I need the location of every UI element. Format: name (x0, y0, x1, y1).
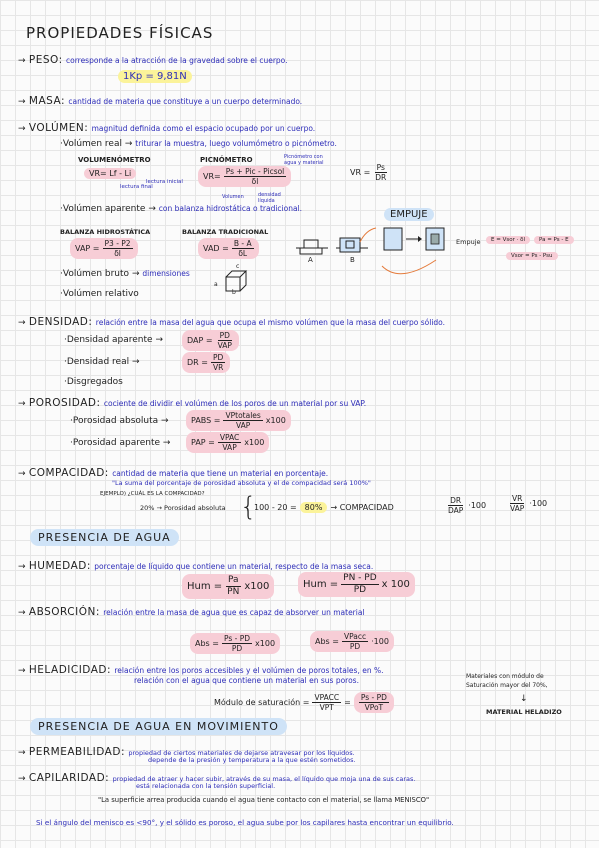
compacidad-quote: "La suma del porcentaje de porosidad absoluta y el de compacidad será 100%" (112, 479, 371, 487)
cube-a: a (214, 281, 218, 288)
absorcion-formula-1: Abs = $\frac{Ps - PD}{PD}$ x100 (190, 633, 280, 654)
volumen-term: VOLÚMEN: (28, 122, 89, 134)
cube-b: b (232, 289, 236, 296)
right-arrow-icon: → (18, 562, 26, 572)
humedad-formula-1: Hum = $\frac{Pa}{PN}$ x100 (182, 574, 274, 599)
cube-c: c (236, 263, 240, 270)
volumen-bruto-row: ·Volúmen bruto → dimensiones (60, 269, 190, 279)
empuje-formula-1: E = Vsor · δl (486, 236, 530, 244)
volumen-relativo: ·Volúmen relativo (60, 289, 139, 299)
compacidad-f1: $\frac{DR}{\text{DAP}}$ ·100 (448, 496, 487, 515)
right-arrow-icon: → (18, 469, 26, 479)
heladizo-note-1: Materiales con módulo de (466, 673, 544, 680)
right-arrow-icon: → (18, 774, 26, 784)
right-arrow-icon: → (18, 748, 26, 758)
section-title-presencia-movimiento: PRESENCIA DE AGUA EN MOVIMIENTO (30, 718, 287, 735)
porosidad-abs-row: ·Porosidad absoluta → (70, 416, 169, 426)
porosidad-term: POROSIDAD: (28, 397, 101, 409)
peso-row (18, 54, 288, 66)
densidad-real-formula: DR = $\frac{PD}{VR}$ (182, 352, 230, 373)
compacidad-calc: 100 - 20 = 80% → COMPACIDAD (254, 503, 394, 512)
vap-hidro-formula: VAP = $\frac{P3 - P2}{\delta l}$ (70, 238, 138, 259)
heladicidad-desc-1: relación entre los poros accesibles y el volúmen de poros totales, en %. (114, 666, 384, 675)
humedad-formula-2: Hum = $\frac{PN - PD}{PD}$ x 100 (298, 572, 415, 597)
vap-trad-formula: VAD = $\frac{B - A}{\delta L}$ (198, 238, 259, 259)
pic-note-2: Volumen (222, 194, 244, 200)
right-arrow-icon: → (124, 139, 133, 149)
down-arrow-icon: ↓ (520, 694, 528, 704)
pic-note-3: densidad líquida (258, 192, 281, 204)
permeabilidad-desc-1: propiedad de ciertos materiales de dejarse atravesar por los líquidos. (128, 749, 355, 757)
empuje-title: EMPUJE (384, 208, 434, 221)
capilaridad-desc-1: propiedad de atraer y hacer subir, através de su masa, el líquido que moja una de sus caras. (112, 775, 416, 783)
porosidad-desc: cociente de dividir el volúmen de los poros de un material por su VAP. (103, 399, 367, 408)
volumenometro-label: VOLUMENÓMETRO (78, 156, 151, 164)
volumen-real-row: ·Volúmen real → triturar la muestra, luego volumómetro o picnómetro. (60, 139, 337, 149)
masa-desc: cantidad de materia que constituye a un cuerpo determinado. (68, 97, 303, 106)
pic-note-1: Picnómetro con agua y material (284, 154, 324, 166)
empuje-word: Empuje (456, 238, 481, 246)
volumen-row (18, 122, 315, 134)
right-arrow-icon: → (18, 97, 26, 107)
densidad-real-row: ·Densidad real → (64, 357, 140, 367)
compacidad-term: COMPACIDAD: (28, 467, 109, 479)
humedad-term: HUMEDAD: (28, 560, 91, 572)
compacidad-f2: $\frac{VR}{\text{VAP}}$ ·100 (510, 494, 548, 513)
humedad-row (18, 560, 373, 572)
disgregados: ·Disgregados (64, 377, 123, 387)
compacidad-ejemplo-data: 20% → Porosidad absoluta (140, 504, 226, 512)
densidad-desc: relación entre la masa del agua que ocupa el mismo volúmen que la masa del cuerpo sólido. (95, 318, 446, 327)
scale-label-b: B (350, 256, 355, 264)
modulo-saturacion: Módulo de saturación = $\frac{\text{VPACC}}{\text{VPT}}$ = $\frac{Ps - PD}{\text{VPoT}}$ (214, 692, 394, 713)
empuje-formula-3: Vsor = Ps - Psu (506, 252, 558, 260)
absorcion-term: ABSORCIÓN: (28, 606, 100, 618)
capilaridad-term: CAPILARIDAD: (28, 772, 110, 784)
compacidad-row (18, 467, 328, 479)
menisco-quote: "La superficie arrea producida cuando el agua tiene contacto con el material, se llama MENISCO" (98, 796, 430, 804)
right-arrow-icon: → (18, 666, 26, 676)
vol-note-final: lectura final (120, 184, 153, 190)
compacidad-ejemplo: EJEMPLO) ¿CUÁL ES LA COMPACIDAD? (100, 491, 205, 497)
heladicidad-desc-2: relación con el agua que contiene un material en sus poros. (134, 676, 359, 685)
heladicidad-row (18, 664, 383, 676)
section-title-presencia-agua: PRESENCIA DE AGUA (30, 529, 179, 546)
scale-label-a: A (308, 256, 313, 264)
peso-formula: 1Kp = 9,81N (118, 70, 192, 83)
volumenometro-formula: VR= Lf - Li (84, 168, 136, 179)
masa-row (18, 95, 302, 107)
right-arrow-icon: → (18, 124, 26, 134)
porosidad-row (18, 397, 366, 409)
densidad-term: DENSIDAD: (28, 316, 93, 328)
volumen-aparente-row: ·Volúmen aparente → con balanza hidrostática o tradicional. (60, 204, 303, 214)
right-arrow-icon: → (18, 318, 26, 328)
porosidad-ap-formula: PAP = $\frac{\text{VPAC}}{\text{VAP}}$ x100 (186, 432, 269, 453)
porosidad-ap-row: ·Porosidad aparente → (70, 438, 171, 448)
brace: { (240, 492, 257, 522)
right-arrow-icon: → (18, 56, 26, 66)
scale-icon (292, 228, 372, 262)
volumen-desc: magnitud definida como el espacio ocupado por un cuerpo. (91, 124, 316, 133)
heladizo-note-2: Saturación mayor del 70%, (466, 682, 548, 689)
porosidad-abs-formula: PABS = $\frac{\text{VPtotales}}{\text{VAP}}$ x100 (186, 410, 291, 431)
compacidad-desc: cantidad de materia que tiene un material en porcentaje. (112, 469, 329, 478)
picnometro-formula: VR= $\frac{\text{Ps + Pic - Picsol}}{\delta l}$ (198, 166, 291, 187)
picnometro-label: PICNÓMETRO (200, 156, 253, 164)
peso-desc: corresponde a la atracción de la gravedad sobre el cuerpo. (65, 56, 288, 65)
humedad-desc: porcentaje de líquido que contiene un material, respecto de la masa seca. (94, 562, 374, 571)
bal-hidro-label: BALANZA HIDROSTÁTICA (60, 228, 151, 236)
capilaridad-final: Si el ángulo del menisco es <90°, y el sólido es poroso, el agua sube por los capilares hasta encontrar un equilibrio. (36, 818, 454, 827)
vr-formula: VR = $\frac{Ps}{DR}$ (350, 163, 387, 182)
masa-term: MASA: (28, 95, 66, 107)
peso-term: PESO: (28, 54, 63, 66)
cube-icon (222, 268, 250, 296)
permeabilidad-desc-2: depende de la presión y temperatura a la que estén sometidos. (148, 756, 356, 764)
densidad-aparente-formula: DAP = $\frac{PD}{\text{VAP}}$ (182, 330, 239, 351)
right-arrow-icon: → (131, 269, 140, 279)
absorcion-row (18, 606, 365, 618)
bal-trad-label: BALANZA TRADICIONAL (182, 228, 269, 236)
capilaridad-desc-2: está relacionada con la tensión superficial. (136, 782, 276, 790)
heladicidad-term: HELADICIDAD: (28, 664, 112, 676)
right-arrow-icon: → (148, 204, 156, 214)
absorcion-formula-2: Abs = $\frac{\text{VPacc}}{PD}$ ·100 (310, 631, 394, 652)
page-title: PROPIEDADES FÍSICAS (26, 24, 214, 42)
densidad-aparente-row: ·Densidad aparente → (64, 335, 163, 345)
permeabilidad-term: PERMEABILIDAD: (28, 746, 125, 758)
empuje-formula-2: Pa = Ps - E (534, 236, 574, 244)
vol-note-inicial: lectura inicial (146, 179, 183, 185)
densidad-row (18, 316, 445, 328)
right-arrow-icon: → (18, 608, 26, 618)
heladizo-note-3: MATERIAL HELADIZO (486, 708, 562, 716)
absorcion-desc: relación entre la masa de agua que es capaz de absorver un material (103, 608, 365, 617)
beaker-icon (380, 222, 452, 280)
right-arrow-icon: → (18, 399, 26, 409)
